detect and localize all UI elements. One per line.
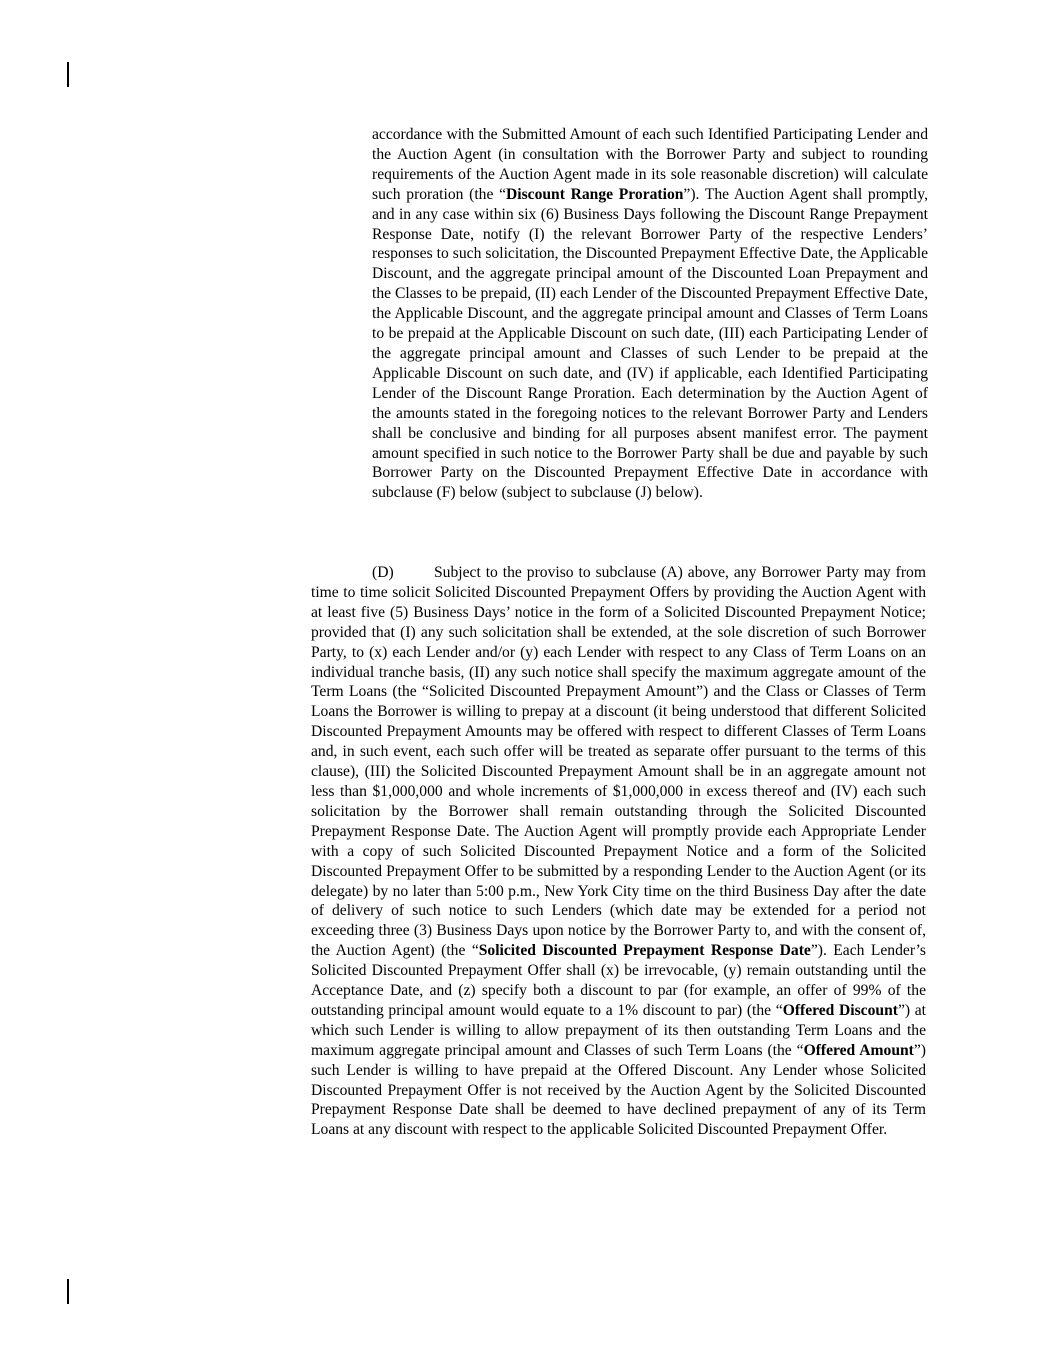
revision-bar-top — [67, 62, 69, 87]
defined-term-discount-range-proration: Discount Range Proration — [505, 185, 684, 203]
paragraph-d-text-3: ”) at which such Lender is willing to allow prepayment of its then outstanding Term Loans and the maximum aggregate principal amount and Classes of such Term Loans (the “ — [311, 1001, 926, 1059]
paragraph-d — [311, 563, 926, 1140]
paragraph-continuation-text-2: ”). The Auction Agent shall promptly, and in any case within six (6) Business Days following the Discount Range Prepayment Response Date, notify (I) the relevant Borrower Party of the respective Lenders’ responses to such solicitation, the Discounted Prepayment Effective Date, the Applicable Discount, and the aggregate principal amount of the Discounted Loan Prepayment and the Classes to be prepaid, (II) each Lender of the Discounted Prepayment Effective Date, the Applicable Discount, and the aggregate principal amount and Classes of Term Loans to be prepaid at the Applicable Discount on such date, (III) each Participating Lender of the aggregate principal amount and Classes of such Lender to be prepaid at the Applicable Discount on such date, and (IV) if applicable, each Identified Participating Lender of the Discount Range Proration. Each determination by the Auction Agent of the amounts stated in the foregoing notices to the relevant Borrower Party and Lenders shall be conclusive and binding for all purposes absent manifest error. The payment amount specified in such notice to the Borrower Party shall be due and payable by such Borrower Party on the Discounted Prepayment Effective Date in accordance with subclause (F) below (subject to subclause (J) below). — [372, 185, 928, 502]
revision-bar-bottom — [67, 1279, 69, 1304]
paragraph-d-number: (D) — [372, 564, 394, 581]
defined-term-offered-amount: Offered Amount — [803, 1041, 914, 1059]
defined-term-solicited-discounted-prepayment-response-date: Solicited Discounted Prepayment Response Date — [478, 942, 811, 960]
paragraph-continuation — [372, 125, 928, 503]
paragraph-d-text-1: Subject to the proviso to subclause (A) above, any Borrower Party may from time to time solicit Solicited Discounted Prepayment Offers by providing the Auction Agent with at least five (5) Business Days’ notice in the form of a Solicited Discounted Prepayment Notice; provided that (I) any such solicitation shall be extended, at the sole discretion of such Borrower Party, to (x) each Lender and/or (y) each Lender with respect to any Class of Term Loans on an individual tranche basis, (II) any such notice shall specify the maximum aggregate amount of the Term Loans (the “Solicited Discounted Prepayment Amount”) and the Class or Classes of Term Loans the Borrower is willing to prepay at a discount (it being understood that different Solicited Discounted Prepayment Amounts may be offered with respect to different Classes of Term Loans and, in such event, each such offer will be treated as separate offer pursuant to the terms of this clause), (III) the Solicited Discounted Prepayment Amount shall be in an aggregate amount not less than $1,000,000 and whole increments of $1,000,000 in excess thereof and (IV) each such solicitation by the Borrower shall remain outstanding through the Solicited Discounted Prepayment Response Date. The Auction Agent will promptly provide each Appropriate Lender with a copy of such Solicited Discounted Prepayment Notice and a form of the Solicited Discounted Prepayment Offer to be submitted by a responding Lender to the Auction Agent (or its delegate) by no later than 5:00 p.m., New York City time on the third Business Day after the date of delivery of such notice to such Lenders (which date may be extended for a period not exceeding three (3) Business Days upon notice by the Borrower Party to, and with the consent of, the Auction Agent) (the “ — [311, 564, 926, 960]
paragraph-d-text-2: ”). Each Lender’s Solicited Discounted Prepayment Offer shall (x) be irrevocable, (y) remain outstanding until the Acceptance Date, and (z) specify both a discount to par (for example, an offer of 99% of the outstanding principal amount would equate to a 1% discount to par) (the “ — [311, 942, 926, 1019]
paragraph-d-text-4: ”) such Lender is willing to have prepaid at the Offered Discount. Any Lender whose Solicited Discounted Prepayment Offer is not received by the Auction Agent by the Solicited Discounted Prepayment Response Date shall be deemed to have declined prepayment of any of its Term Loans at any discount with respect to the applicable Solicited Discounted Prepayment Offer. — [311, 1041, 926, 1139]
defined-term-offered-discount: Offered Discount — [782, 1001, 898, 1019]
paragraph-continuation-text-1: accordance with the Submitted Amount of each such Identified Participating Lender and the Auction Agent (in consultation with the Borrower Party and subject to rounding requirements of the Auction Agent made in its sole reasonable discretion) will calculate such proration (the “ — [372, 126, 928, 203]
